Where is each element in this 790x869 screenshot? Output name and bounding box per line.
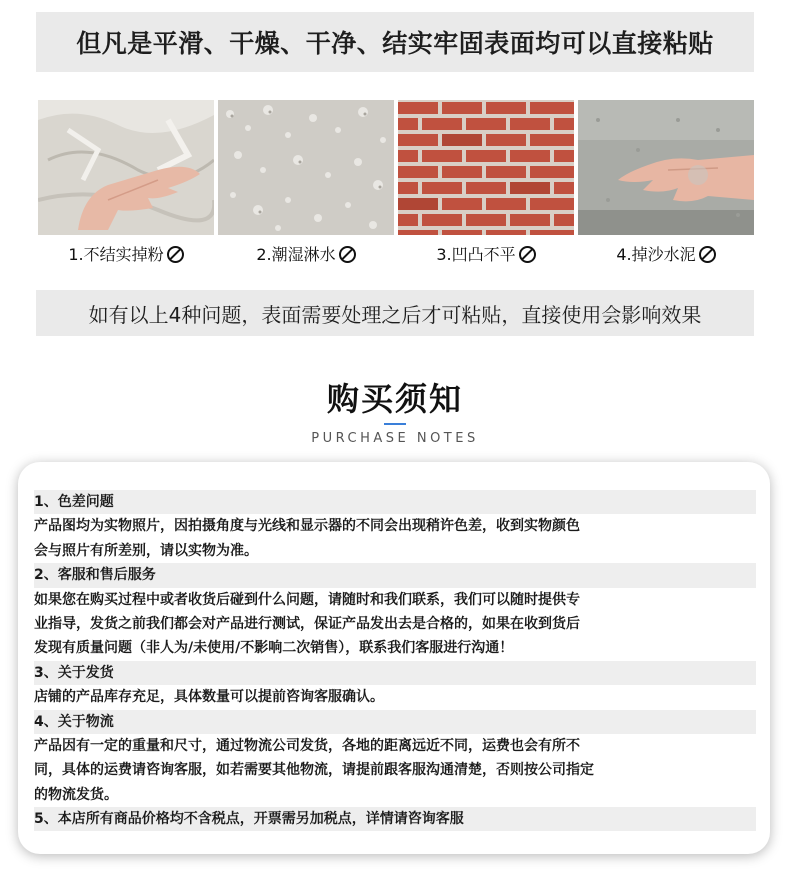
notes-title: 购买须知 [326, 380, 463, 418]
prohibited-icon [699, 246, 716, 263]
top-banner-text: 但凡是平滑、干燥、干净、结实牢固表面均可以直接粘贴 [76, 29, 714, 58]
photo-damp-wall [218, 100, 394, 235]
caption-text: 4.掉沙水泥 [616, 245, 696, 264]
notes-line: 如果您在购买过程中或者收货后碰到什么问题，请随时和我们联系，我们可以随时提供专 [34, 588, 756, 612]
notes-line: 同，具体的运费请咨询客服，如若需要其他物流，请提前跟客服沟通清楚，否则按公司指定 [34, 758, 756, 782]
caption-text: 3.凹凸不平 [436, 245, 516, 264]
caption-brick-wall [398, 242, 574, 265]
notes-section-heading: 4、关于物流 [34, 710, 756, 734]
caption-text: 1.不结实掉粉 [68, 245, 164, 264]
notes-section-heading: 5、本店所有商品价格均不含税点，开票需另加税点，详情请咨询客服 [34, 807, 756, 831]
caption-text: 2.潮湿淋水 [256, 245, 336, 264]
caption-sandy-cement [578, 242, 754, 265]
notes-line: 会与照片有所差别，请以实物为准。 [34, 539, 756, 563]
photo-brick-wall [398, 100, 574, 235]
caption-powdery-wall [38, 242, 214, 265]
middle-banner [36, 290, 754, 336]
photo-powdery-wall [38, 100, 214, 235]
top-banner [36, 12, 754, 72]
prohibited-icon [519, 246, 536, 263]
notes-section-heading: 1、色差问题 [34, 490, 756, 514]
notes-section-heading: 3、关于发货 [34, 661, 756, 685]
prohibited-icon [167, 246, 184, 263]
notes-line: 发现有质量问题（非人为/未使用/不影响二次销售），联系我们客服进行沟通！ [34, 636, 756, 660]
notes-subtitle: PURCHASE NOTES [311, 431, 479, 446]
photo-sandy-cement [578, 100, 754, 235]
middle-banner-text: 如有以上4种问题，表面需要处理之后才可粘贴，直接使用会影响效果 [88, 302, 702, 327]
notes-list [34, 490, 756, 831]
title-divider [384, 423, 406, 425]
caption-damp-wall [218, 242, 394, 265]
notes-section-heading: 2、客服和售后服务 [34, 563, 756, 587]
notes-line: 产品图均为实物照片，因拍摄角度与光线和显示器的不同会出现稍许色差，收到实物颜色 [34, 514, 756, 538]
notes-line: 业指导，发货之前我们都会对产品进行测试，保证产品发出去是合格的，如果在收到货后 [34, 612, 756, 636]
notes-line: 店铺的产品库存充足，具体数量可以提前咨询客服确认。 [34, 685, 756, 709]
notes-line: 产品因有一定的重量和尺寸，通过物流公司发货，各地的距离远近不同，运费也会有所不 [34, 734, 756, 758]
prohibited-icon [339, 246, 356, 263]
notes-line: 的物流发货。 [34, 783, 756, 807]
surface-photo-row [38, 100, 754, 270]
